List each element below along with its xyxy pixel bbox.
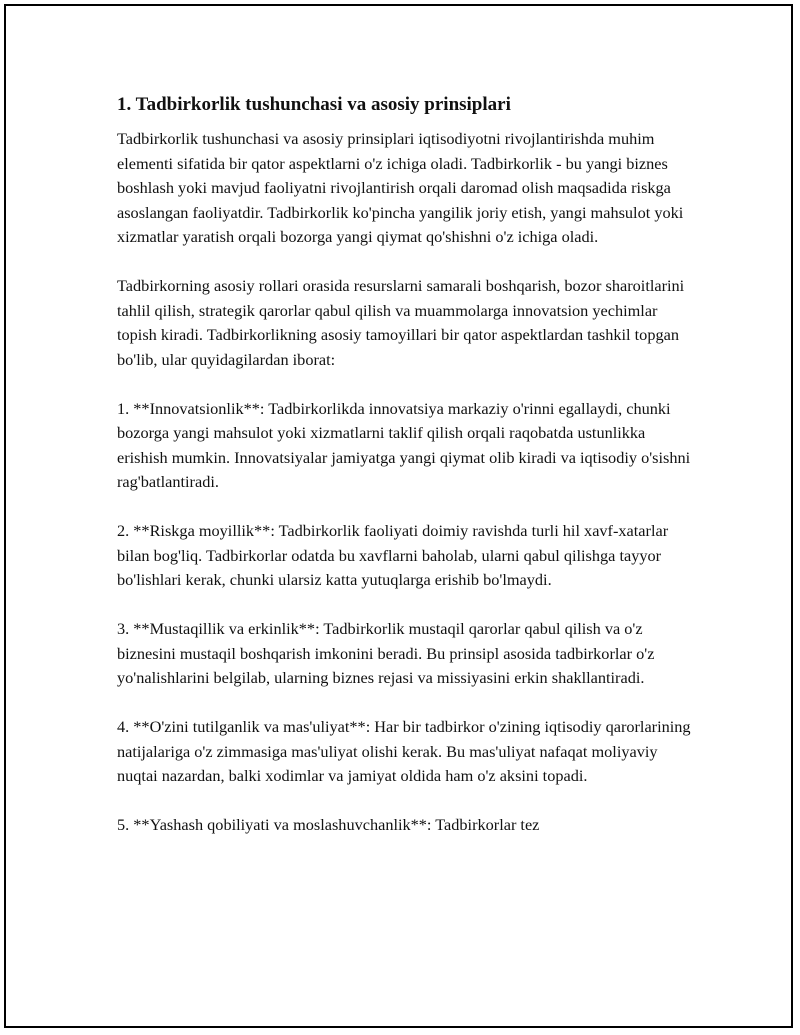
paragraph-roles: Tadbirkorning asosiy rollari orasida resurslarni samarali boshqarish, bozor sharoitlarini tahlil qilish, strategik qarorlar qabul qilish va muammolarga innovatsion yechimlar topish kiradi. Tadbirkorlikning asosiy tamoyillari bir qator aspektlardan tashkil topgan bo'lib, ular quyidagilardan iborat: <box>117 276 685 369</box>
section-heading: 1. Tadbirkorlik tushunchasi va asosiy prinsiplari <box>117 94 511 115</box>
list-item-adaptability: 5. **Yashash qobiliyati va moslashuvchanlik**: Tadbirkorlar tez <box>117 815 540 834</box>
list-item-risk: 2. **Riskga moyillik**: Tadbirkorlik faoliyati doimiy ravishda turli hil xavf-xatarlar bilan bog'liq. Tadbirkorlar odatda bu xavflarni baholab, ularni qabul qilishga tayyor bo'lishlari kerak, chunki ularsiz katta yutuqlarga erishib bo'lmaydi. <box>117 521 669 589</box>
list-item-independence: 3. **Mustaqillik va erkinlik**: Tadbirkorlik mustaqil qarorlar qabul qilish va o'z biznesini mustaqil boshqarish imkonini beradi. Bu prinsipl asosida tadbirkorlar o'z yo'nalishlarini belgilab, ularning biznes rejasi va missiyasini erkin shakllantiradi. <box>117 619 655 687</box>
document-body <box>117 92 692 862</box>
list-item-innovation: 1. **Innovatsionlik**: Tadbirkorlikda innovatsiya markaziy o'rinni egallaydi, chunki bozorga yangi mahsulot yoki xizmatlarni taklif qilish orqali raqobatda ustunlikka erishish mumkin. Innovatsiyalar jamiyatga yangi qiymat olib kiradi va iqtisodiy o'sishni rag'batlantiradi. <box>117 398 691 491</box>
paragraph-intro: Tadbirkorlik tushunchasi va asosiy prinsiplari iqtisodiyotni rivojlantirishda muhim elementi sifatida bir qator aspektlarni o'z ichiga oladi. Tadbirkorlik - bu yangi biznes boshlash yoki mavjud faoliyatni rivojlantirish orqali daromad olish maqsadida riskga asoslangan faoliyatdir. Tadbirkorlik ko'pincha yangilik joriy etish, yangi mahsulot yoki xizmatlar yaratish orqali bozorga yangi qiymat qo'shishni o'z ichiga oladi. <box>117 129 684 246</box>
list-item-responsibility: 4. **O'zini tutilganlik va mas'uliyat**: Har bir tadbirkor o'zining iqtisodiy qarorlarining natijalariga o'z zimmasiga mas'uliyat olishi kerak. Bu mas'uliyat nafaqat moliyaviy nuqtai nazardan, balki xodimlar va jamiyat oldida ham o'z aksini topadi. <box>117 717 691 785</box>
